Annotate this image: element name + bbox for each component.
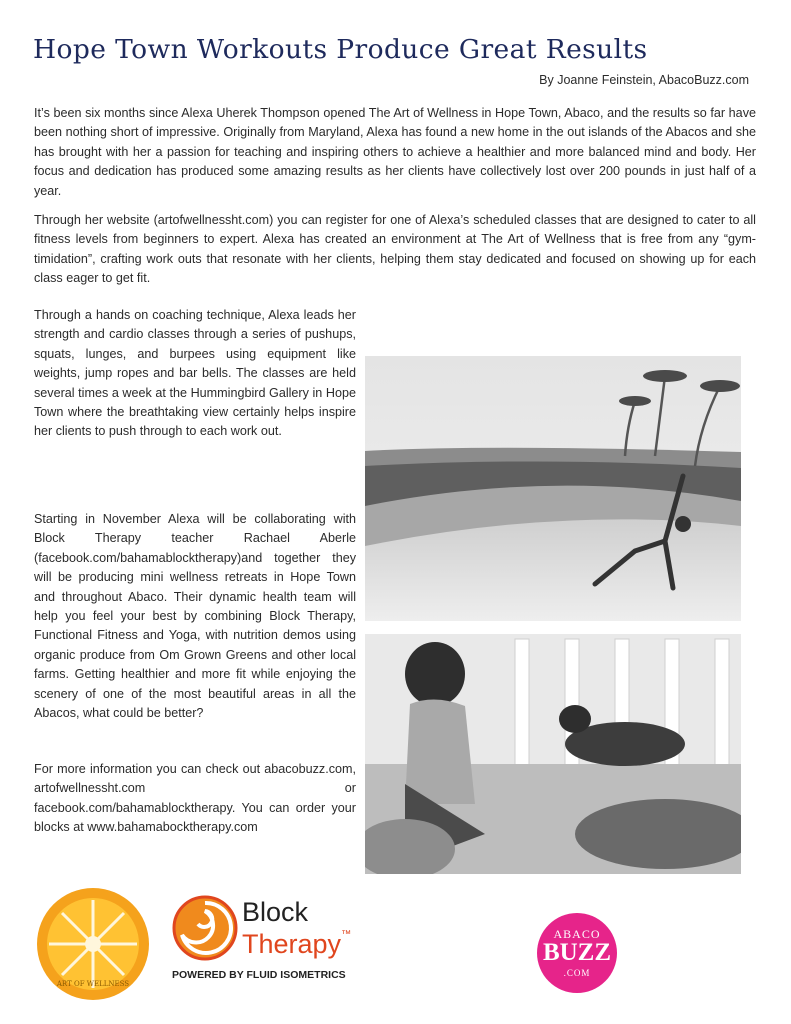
block-tagline: POWERED BY FLUID ISOMETRICS	[172, 969, 346, 981]
abaco-buzz-logo	[537, 913, 617, 993]
beach-yoga-photo	[365, 356, 741, 621]
paragraph-more-info: For more information you can check out abacobuzz.com, artofwellnessht.com or facebook.com/bahamablocktherapy. You can order your blocks at www.bahamabocktherapy.com	[34, 762, 356, 835]
article-byline: By Joanne Feinstein, AbacoBuzz.com	[539, 73, 749, 87]
art-of-wellness-logo	[34, 885, 152, 1003]
trademark-symbol: ™	[341, 929, 352, 940]
paragraph-website: Through her website (artofwellnessht.com) you can register for one of Alexa’s scheduled classes that are designed to cater to all fitness levels from beginners to expert. Alexa has created an environment at The Art of Wellness that is free from any “gym-timidation”, crafting work outs that resonate with her clients, helping them stay dedicated and focused on showing up for each class eager to get fit.	[34, 213, 756, 286]
yoga-class-photo	[365, 634, 741, 874]
paragraph-coaching: Through a hands on coaching technique, Alexa leads her strength and cardio classes through a series of pushups, squats, lunges, and burpees using equipment like weights, jump ropes and bar bells. The classes are held several times a week at the Hummingbird Gallery in Hope Town where the breathtaking view certainly helps inspire her clients to push through to each work out.	[34, 308, 356, 439]
buzz-text: BUZZ	[542, 939, 612, 966]
abaco-text: ABACO	[553, 927, 601, 941]
block-therapy-logo	[172, 895, 352, 990]
dotcom-text: .COM	[563, 968, 591, 978]
article-title: Hope Town Workouts Produce Great Results	[33, 34, 648, 65]
art-of-wellness-text: ART OF WELLNESS	[56, 980, 130, 988]
therapy-wordmark: Therapy	[242, 929, 342, 959]
therapy-wordmark-wrap	[242, 929, 351, 960]
paragraph-collaboration: Starting in November Alexa will be collaborating with Block Therapy teacher Rachael Aberle (facebook.com/bahamablocktherapy)and together they will be producing mini wellness retreats in Hope Town and throughout Abaco. Their dynamic health team will help you feel your best by combining Block Therapy, Functional Fitness and Yoga, with nutrition demos using organic produce from Om Grown Greens and other local farms. Getting healthier and more fit while enjoying the scenery of one of the most beautiful areas in all the Abacos, what could be better?	[34, 512, 356, 721]
block-wordmark: Block	[242, 897, 309, 927]
paragraph-intro: It’s been six months since Alexa Uherek Thompson opened The Art of Wellness in Hope Town, Abaco, and the results so far have been nothing short of impressive. Originally from Maryland, Alexa has found a new home in the out islands of the Abacos and she has brought with her a passion for teaching and inspiring others to achieve a healthier and more balanced mind and body. Her focus and dedication has produced some amazing results as her clients have collectively lost over 200 pounds in just half of a year.	[34, 106, 756, 198]
